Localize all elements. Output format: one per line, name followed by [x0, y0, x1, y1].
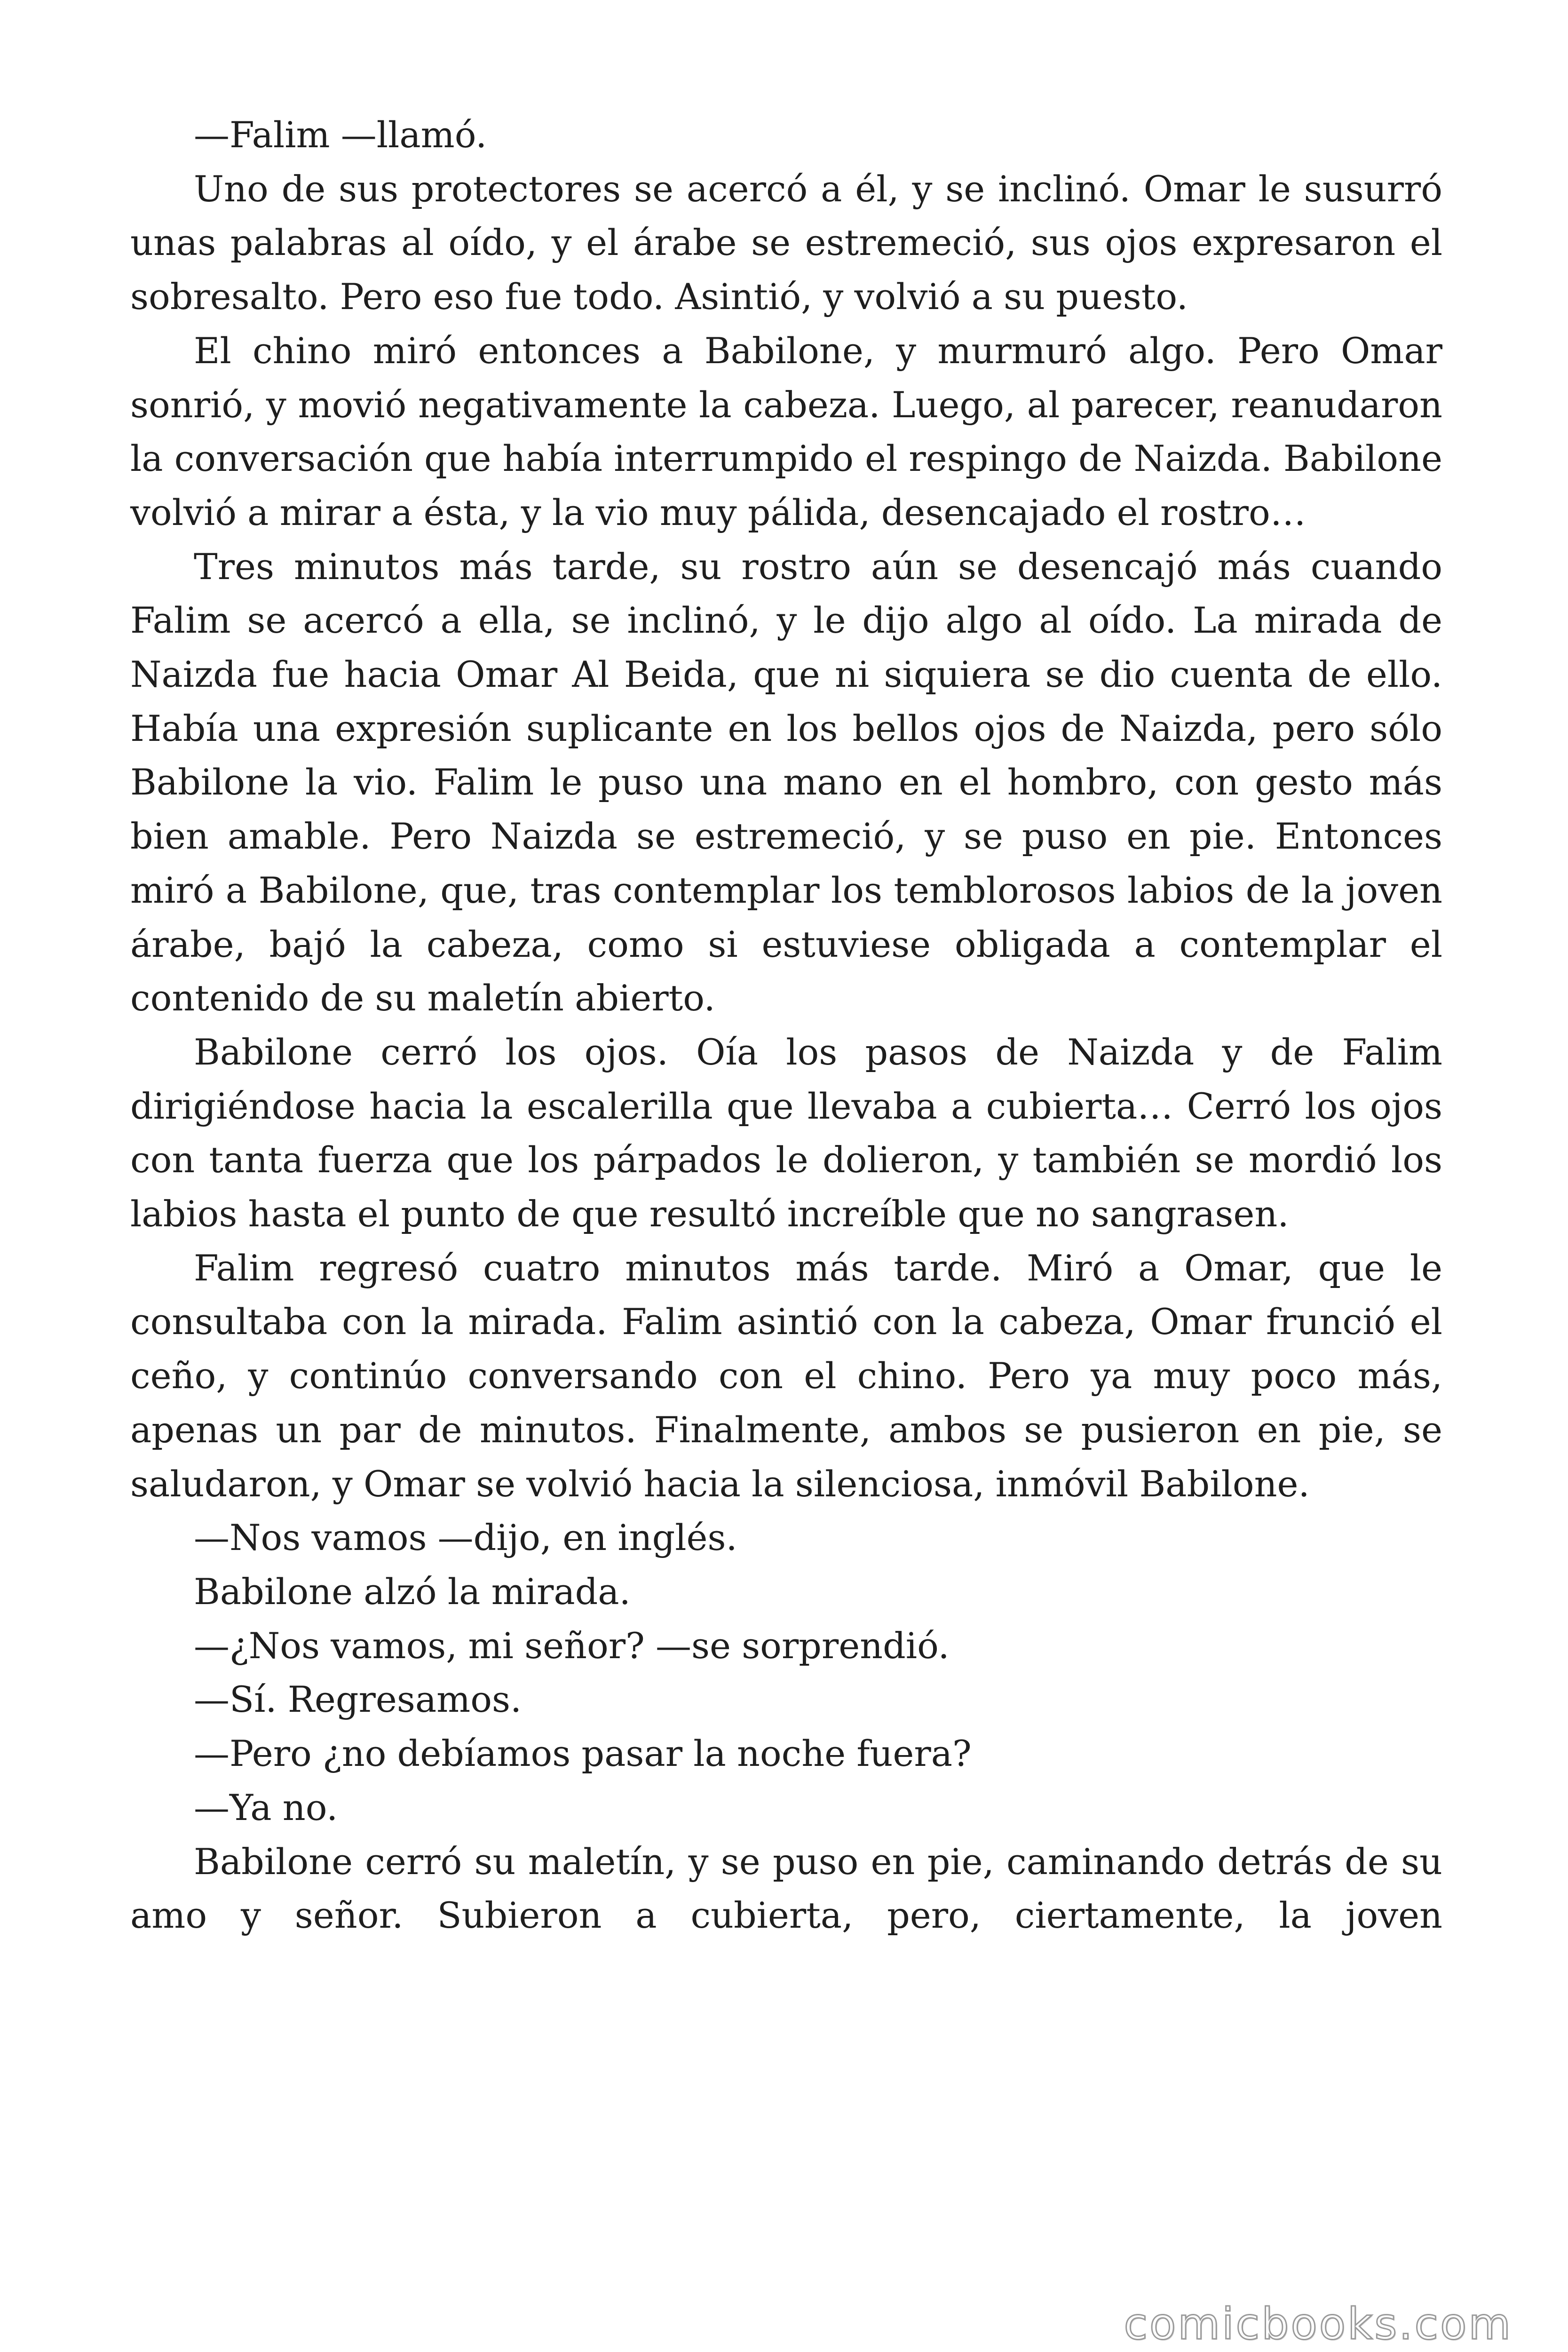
paragraph: —Falim —llamó. — [194, 114, 487, 156]
paragraph: Babilone cerró los ojos. Oía los pasos de Naizda y de Falim dirigiéndose hacia la escalerilla que llevaba a cubierta… Cerró los ojos con tanta fuerza que los párpados le dolieron, y también se mordió los labios hasta el punto de que resultó increíble que no sangrasen. — [130, 1031, 1442, 1235]
page-body-text — [130, 108, 1442, 1943]
watermark: comicbooks.com — [1124, 2299, 1513, 2349]
paragraph: —¿Nos vamos, mi señor? —se sorprendió. — [194, 1624, 950, 1667]
paragraph: Tres minutos más tarde, su rostro aún se desencajó más cuando Falim se acercó a ella, se inclinó, y le dijo algo al oído. La mirada de Naizda fue hacia Omar Al Beida, que ni siquiera se dio cuenta de ello. Había una expresión suplicante en los bellos ojos de Naizda, pero sólo Babilone la vio. Falim le puso una mano en el hombro, con gesto más bien amable. Pero Naizda se estremeció, y se puso en pie. Entonces miró a Babilone, que, tras contemplar los temblorosos labios de la joven árabe, bajó la cabeza, como si estuviese obligada a contemplar el contenido de su maletín abierto. — [130, 545, 1442, 1019]
paragraph: —Ya no. — [194, 1786, 338, 1828]
paragraph-continued: Babilone cerró su maletín, y se puso en pie, caminando detrás de su amo y señor. Subieron a cubierta, pero, ciertamente, la joven — [130, 1840, 1442, 1937]
paragraph: Uno de sus protectores se acercó a él, y se inclinó. Omar le susurró unas palabras al oído, y el árabe se estremeció, sus ojos expresaron el sobresalto. Pero eso fue todo. Asintió, y volvió a su puesto. — [130, 167, 1442, 318]
paragraph: El chino miró entonces a Babilone, y murmuró algo. Pero Omar sonrió, y movió negativamente la cabeza. Luego, al parecer, reanudaron la conversación que había interrumpido el respingo de Naizda. Babilone volvió a mirar a ésta, y la vio muy pálida, desencajado el rostro… — [130, 329, 1442, 533]
paragraph: —Sí. Regresamos. — [194, 1678, 522, 1721]
paragraph: —Nos vamos —dijo, en inglés. — [194, 1517, 737, 1559]
paragraph: —Pero ¿no debíamos pasar la noche fuera? — [194, 1732, 972, 1775]
paragraph: Falim regresó cuatro minutos más tarde. Miró a Omar, que le consultaba con la mirada. Falim asintió con la cabeza, Omar frunció el ceño, y continúo conversando con el chino. Pero ya muy poco más, apenas un par de minutos. Finalmente, ambos se pusieron en pie, se saludaron, y Omar se volvió hacia la silenciosa, inmóvil Babilone. — [130, 1247, 1442, 1505]
paragraph: Babilone alzó la mirada. — [194, 1570, 631, 1613]
